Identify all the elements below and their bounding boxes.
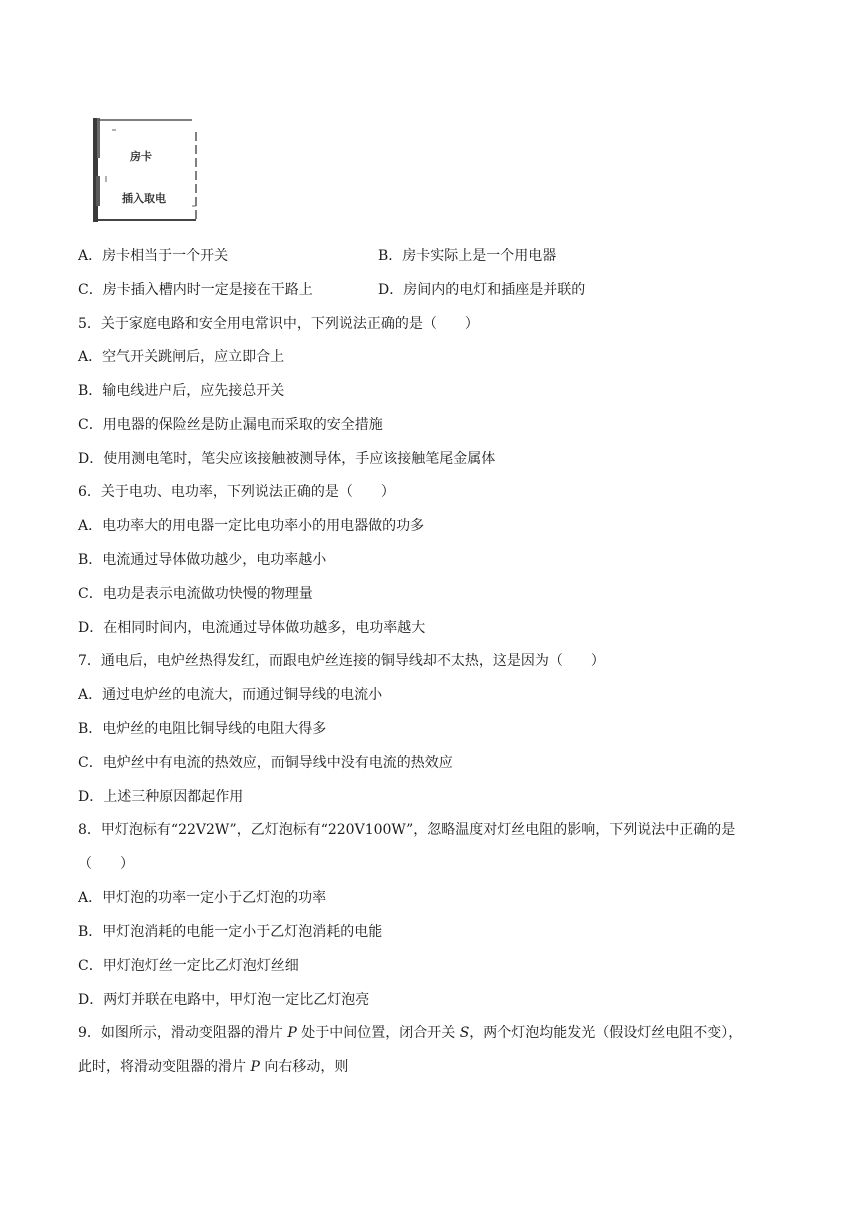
q7-option-d: D．上述三种原因都起作用 [78,789,244,805]
q9-line1-part-a: 9．如图所示，滑动变阻器的滑片 [78,1025,288,1041]
q8-stem-line1: 8．甲灯泡标有“22V2W”，乙灯泡标有“220V100W”，忽略温度对灯丝电阻的影响，下列说法中正确的是 [78,822,736,838]
q7-option-a: A．通过电炉丝的电流大，而通过铜导线的电流小 [78,687,383,703]
q8-stem-line2: （ ） [78,856,134,872]
q5-option-a: A．空气开关跳闸后，应立即合上 [78,349,285,365]
q6-option-d: D．在相同时间内，电流通过导体做功越多，电功率越大 [78,620,426,636]
q4-option-a: A．房卡相当于一个开关 [78,248,229,264]
q9-line2-part-b: 向右移动，则 [259,1059,349,1075]
q9-stem-line2 [78,1057,348,1077]
q8-option-c: C．甲灯泡灯丝一定比乙灯泡灯丝细 [78,958,299,974]
q4-option-c: C．房卡插入槽内时一定是接在干路上 [78,282,313,298]
slot-label: 插入取电 [122,192,166,205]
q5-option-d: D．使用测电笔时，笔尖应该接触被测导体，手应该接触笔尾金属体 [78,451,496,467]
q6-stem: 6．关于电功、电功率，下列说法正确的是（ ） [78,484,395,500]
q4-option-b: B．房卡实际上是一个用电器 [378,248,557,264]
room-card-figure [92,116,200,224]
q6-option-c: C．电功是表示电流做功快慢的物理量 [78,586,313,602]
q6-option-b: B．电流通过导体做功越少，电功率越小 [78,552,327,568]
q9-var-s: S [459,1025,470,1041]
card-label: 房卡 [130,150,152,163]
q5-option-c: C．用电器的保险丝是防止漏电而采取的安全措施 [78,417,383,433]
q9-line2-part-a: 此时，将滑动变阻器的滑片 [78,1059,251,1075]
q8-option-a: A．甲灯泡的功率一定小于乙灯泡的功率 [78,890,327,906]
q9-line1-part-b: 处于中间位置，闭合开关 [296,1025,460,1041]
q7-option-b: B．电炉丝的电阻比铜导线的电阻大得多 [78,721,327,737]
q7-option-c: C．电炉丝中有电流的热效应，而铜导线中没有电流的热效应 [78,755,453,771]
q9-line1-part-c: ，两个灯泡均能发光（假设灯丝电阻不变）， [469,1025,743,1041]
q8-option-b: B．甲灯泡消耗的电能一定小于乙灯泡消耗的电能 [78,924,383,940]
q5-option-b: B．输电线进户后，应先接总开关 [78,383,285,399]
q9-var-p: P [287,1025,297,1041]
q9-var-p-2: P [250,1059,260,1075]
q6-option-a: A．电功率大的用电器一定比电功率小的用电器做的功多 [78,518,425,534]
q5-stem: 5．关于家庭电路和安全用电常识中，下列说法正确的是（ ） [78,316,479,332]
q7-stem: 7．通电后，电炉丝热得发红，而跟电炉丝连接的铜导线却不太热，这是因为（ ） [78,653,605,669]
q8-option-d: D．两灯并联在电路中，甲灯泡一定比乙灯泡亮 [78,992,370,1008]
room-card-slot-image [92,116,200,224]
q4-option-d: D．房间内的电灯和插座是并联的 [378,282,586,298]
q9-stem-line1 [78,1023,742,1043]
